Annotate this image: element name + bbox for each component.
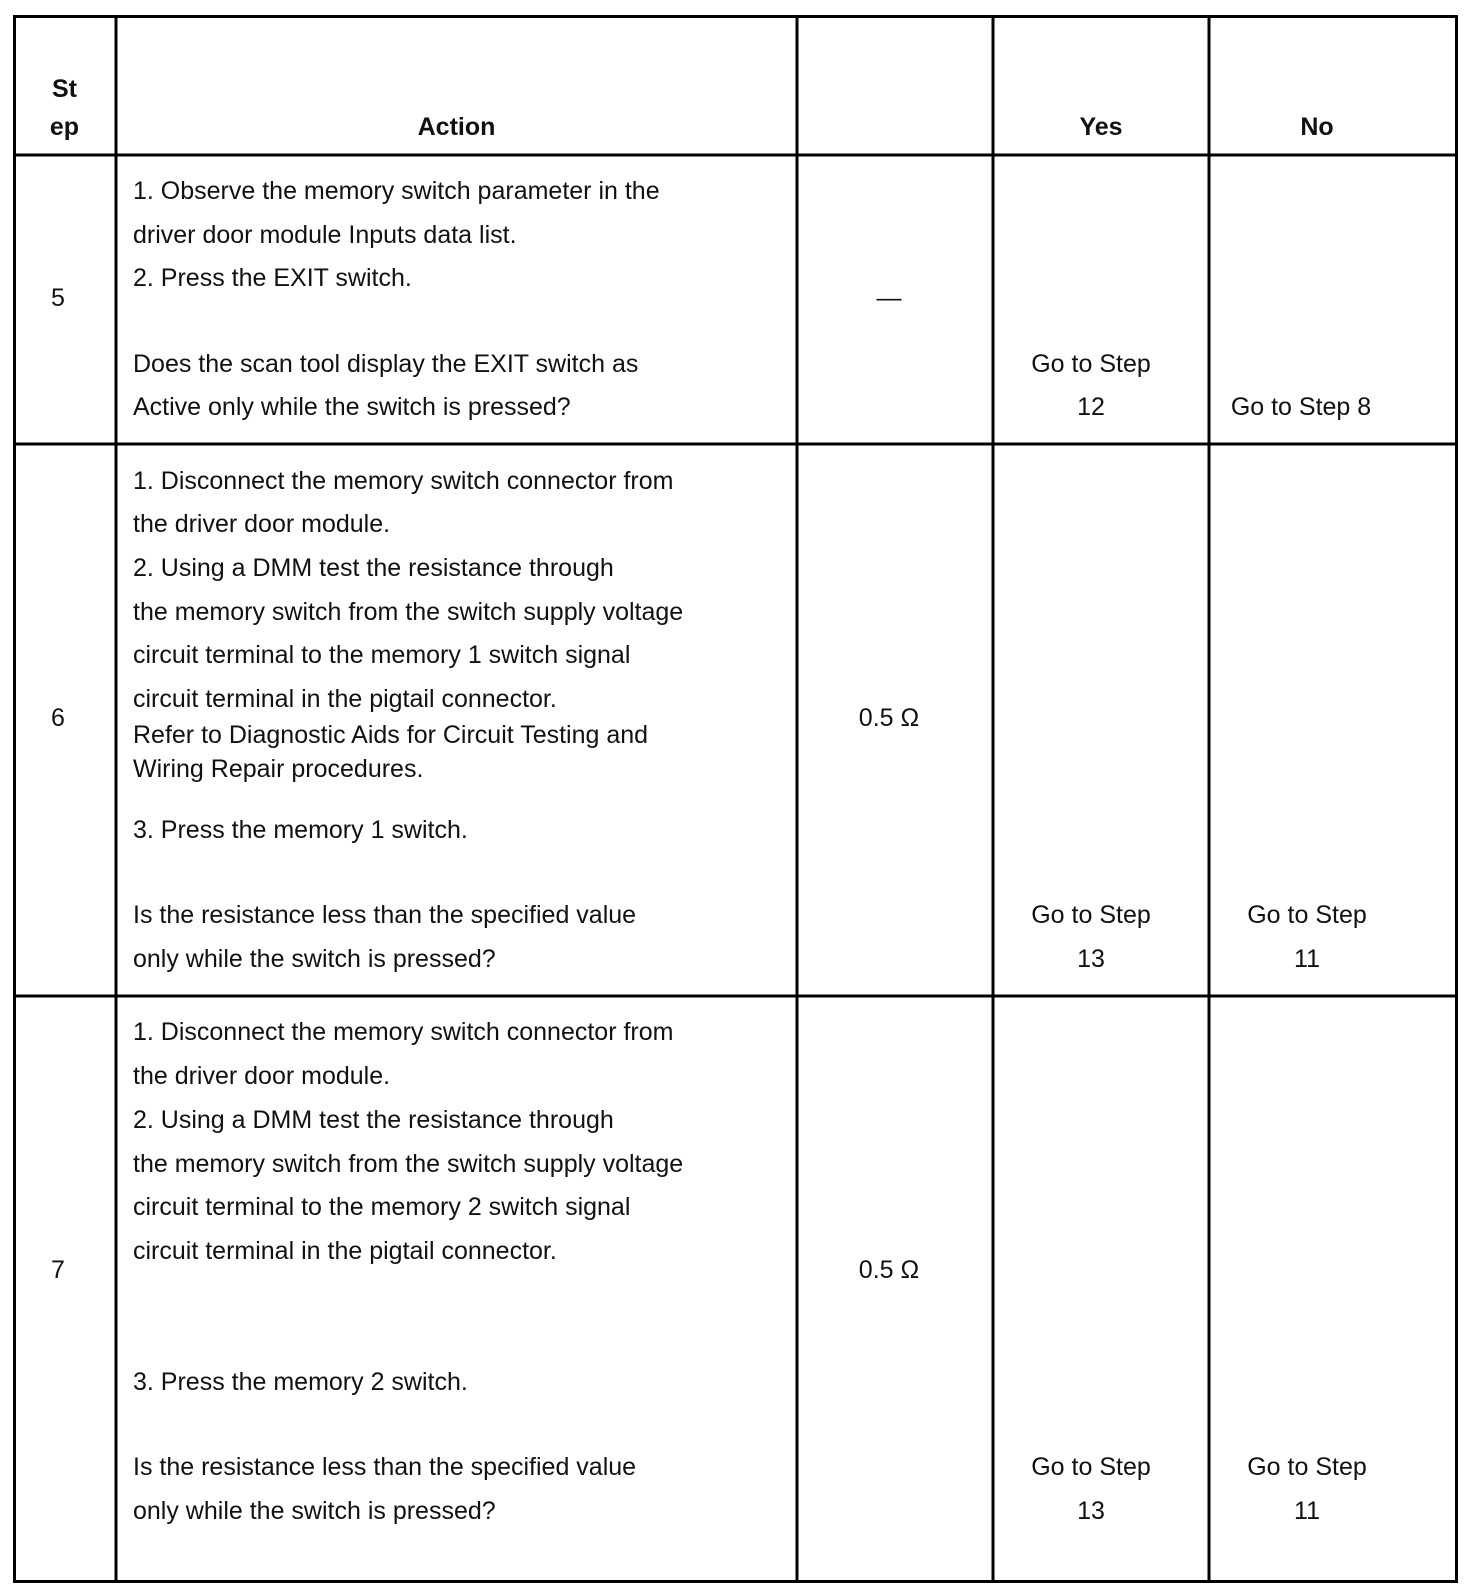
action-line: 1. Disconnect the memory switch connector from xyxy=(133,1018,674,1046)
action-line: the memory switch from the switch supply voltage xyxy=(133,598,684,626)
action-line: circuit terminal in the pigtail connector. xyxy=(133,685,557,713)
yes-result: Go to Step xyxy=(1031,901,1151,929)
yes-result: 13 xyxy=(1077,945,1105,973)
action-line: the driver door module. xyxy=(133,510,391,538)
action-line: the memory switch from the switch supply voltage xyxy=(133,1150,684,1178)
no-result: Go to Step xyxy=(1247,1453,1367,1481)
action-line: 2. Press the EXIT switch. xyxy=(133,264,412,292)
header-step-part1: St xyxy=(52,75,77,103)
action-question: only while the switch is pressed? xyxy=(133,945,496,973)
no-result: Go to Step xyxy=(1247,901,1367,929)
spec-value: 0.5 Ω xyxy=(858,1256,920,1284)
yes-result: 13 xyxy=(1077,1497,1105,1525)
action-question: Does the scan tool display the EXIT switch as xyxy=(133,350,639,378)
action-line: driver door module Inputs data list. xyxy=(133,221,517,249)
step-number: 5 xyxy=(51,284,65,312)
action-line: the driver door module. xyxy=(133,1062,391,1090)
action-question: Active only while the switch is pressed? xyxy=(133,393,571,421)
action-line: 2. Using a DMM test the resistance through xyxy=(133,554,614,582)
action-line: circuit terminal in the pigtail connector. xyxy=(133,1237,557,1265)
action-line: 3. Press the memory 2 switch. xyxy=(133,1368,468,1396)
action-question: only while the switch is pressed? xyxy=(133,1497,496,1525)
spec-value: 0.5 Ω xyxy=(858,704,920,732)
header-step-part2: ep xyxy=(49,113,80,141)
action-note: Wiring Repair procedures. xyxy=(133,755,424,783)
diagnostic-table xyxy=(13,15,1458,1583)
yes-result: Go to Step xyxy=(1031,350,1151,378)
table-grid xyxy=(13,15,1458,1583)
header-yes: Yes xyxy=(1079,113,1123,141)
header-action: Action xyxy=(417,113,496,141)
no-result: 11 xyxy=(1294,945,1320,973)
action-note: Refer to Diagnostic Aids for Circuit Testing and xyxy=(133,721,649,749)
action-question: Is the resistance less than the specified value xyxy=(133,1453,637,1481)
yes-result: Go to Step xyxy=(1031,1453,1151,1481)
action-line: circuit terminal to the memory 1 switch signal xyxy=(133,641,631,669)
step-number: 6 xyxy=(51,704,65,732)
no-result: 11 xyxy=(1294,1497,1320,1525)
action-line: circuit terminal to the memory 2 switch signal xyxy=(133,1193,631,1221)
step-number: 7 xyxy=(51,1256,65,1284)
action-line: 2. Using a DMM test the resistance through xyxy=(133,1106,614,1134)
action-line: 1. Observe the memory switch parameter in the xyxy=(133,177,660,205)
header-no: No xyxy=(1300,113,1334,141)
action-line: 1. Disconnect the memory switch connector from xyxy=(133,467,674,495)
spec-value: — xyxy=(876,284,902,312)
no-result: Go to Step 8 xyxy=(1230,393,1372,421)
yes-result: 12 xyxy=(1077,393,1105,421)
action-question: Is the resistance less than the specified value xyxy=(133,901,637,929)
action-line: 3. Press the memory 1 switch. xyxy=(133,816,468,844)
